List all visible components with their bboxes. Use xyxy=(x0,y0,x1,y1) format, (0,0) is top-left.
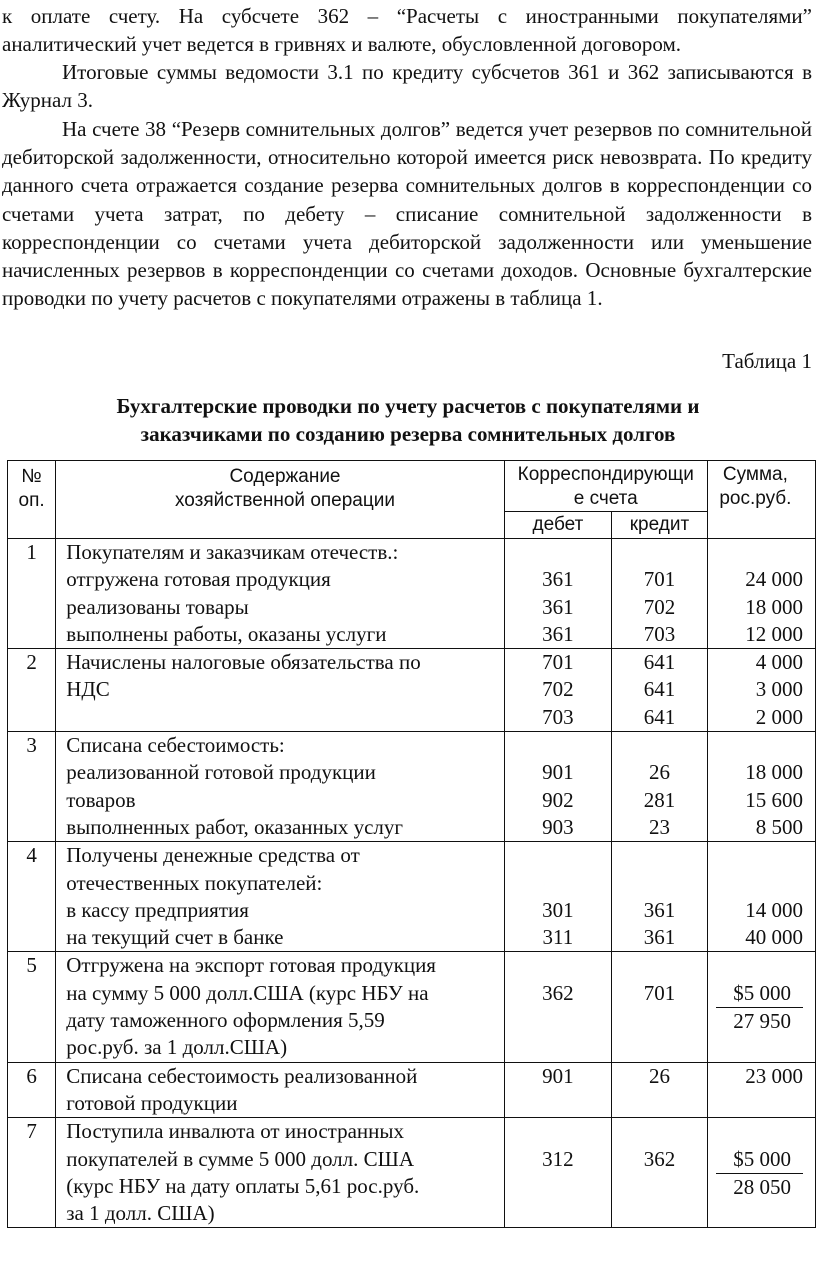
header-sum-line-2: рос.руб. xyxy=(719,488,792,509)
table-row xyxy=(8,732,816,842)
row-sum-line: 15 600 xyxy=(745,787,803,812)
header-num xyxy=(8,461,56,539)
row-debit-line: 361 xyxy=(542,621,574,646)
header-sum xyxy=(707,461,815,539)
row-credit-line xyxy=(612,1118,707,1145)
row-credit-line xyxy=(612,1007,707,1034)
row-sum-line xyxy=(708,842,803,869)
row-debit-line xyxy=(505,732,611,759)
row-debit-line xyxy=(505,870,611,897)
table-caption: Таблица 1 xyxy=(722,349,812,373)
row-credit-line: 702 xyxy=(643,594,676,619)
row-sum xyxy=(707,539,815,649)
row-debit-line xyxy=(505,1118,611,1145)
row-description-line: товаров xyxy=(66,787,136,812)
row-sum-blank xyxy=(708,1118,803,1145)
header-sum-line-1: Сумма, xyxy=(722,464,788,485)
row-sum xyxy=(707,1062,815,1118)
row-debit xyxy=(504,539,611,649)
row-credit-line: 361 xyxy=(643,897,676,922)
row-description-line: покупателей в сумме 5 000 долл. США xyxy=(66,1146,415,1171)
row-debit-line: 702 xyxy=(542,677,574,702)
row-credit-line xyxy=(612,1173,707,1200)
row-description xyxy=(56,842,504,952)
row-debit-line xyxy=(505,1200,611,1227)
row-credit-line: 26 xyxy=(648,1063,670,1088)
row-description-line: на сумму 5 000 долл.США (курс НБУ на xyxy=(66,980,429,1005)
row-credit xyxy=(612,649,708,732)
row-debit-line: 361 xyxy=(542,567,574,592)
row-credit-line: 362 xyxy=(643,1146,676,1171)
row-sum-line xyxy=(708,1090,803,1117)
row-debit-line: 701 xyxy=(542,650,574,675)
row-sum-line: 8 500 xyxy=(755,814,803,839)
row-number: 2 xyxy=(8,649,56,732)
row-credit xyxy=(612,842,708,952)
row-description-line: реализованной готовой продукции xyxy=(66,760,376,785)
table-title-line-1: Бухгалтерские проводки по учету расчетов с покупателями и xyxy=(116,394,700,418)
header-description xyxy=(56,461,504,539)
row-number: 5 xyxy=(8,952,56,1062)
row-sum-line: 4 000 xyxy=(755,650,803,675)
row-debit-line: 301 xyxy=(542,897,574,922)
row-description-line: рос.руб. за 1 долл.США) xyxy=(66,1035,288,1060)
row-description xyxy=(56,539,504,649)
row-number: 1 xyxy=(8,539,56,649)
row-sum-line: 18 000 xyxy=(745,594,803,619)
paragraph-1: к оплате счету. На субсчете 362 – “Расчеты с иностранными покупателями” аналитический учет ведется в гривнях и валюте, обусловленной договором. xyxy=(2,4,812,57)
paragraph-3: На счете 38 “Резерв сомнительных долгов” ведется учет резервов по сомнительной дебиторской задолженности, относительно которой имеется риск невозврата. По кредиту данного счета отражается создание резерва сомнительных долгов в корреспонденции со счетами учета затрат, по дебету – списание сомнительной задолженности в корреспонденции со счетами учета дебиторской задолженности или уменьшение начисленных резервов в корреспонденции со счетами доходов. Основные бухгалтерские проводки по учету расчетов с покупателями отражены в таблица 1. xyxy=(2,117,812,311)
row-debit-line: 901 xyxy=(542,760,574,785)
row-sum xyxy=(707,952,815,1062)
row-debit-line: 902 xyxy=(542,787,574,812)
row-credit-line xyxy=(612,539,707,566)
row-debit-line xyxy=(505,1173,611,1200)
table-header-row xyxy=(8,461,816,512)
row-number: 3 xyxy=(8,732,56,842)
row-debit xyxy=(504,1062,611,1118)
row-description-line: за 1 долл. США) xyxy=(66,1201,215,1226)
table-row xyxy=(8,649,816,732)
row-description-line: Списана себестоимость реализованной xyxy=(66,1063,418,1088)
row-number: 6 xyxy=(8,1062,56,1118)
row-description-line: Поступила инвалюта от иностранных xyxy=(66,1119,405,1144)
row-description-line: Получены денежные средства от xyxy=(66,843,360,868)
header-desc-line-2: хозяйственной операции xyxy=(174,490,395,511)
row-description-line: в кассу предприятия xyxy=(66,897,249,922)
row-description-line: выполнены работы, оказаны услуги xyxy=(66,621,387,646)
row-debit-line: 361 xyxy=(542,594,574,619)
row-sum-blank xyxy=(708,952,803,979)
row-sum xyxy=(707,649,815,732)
row-sum xyxy=(707,732,815,842)
header-num-line-2: оп. xyxy=(18,490,45,511)
row-credit-line: 361 xyxy=(643,925,676,950)
row-description xyxy=(56,1118,504,1228)
row-credit-line xyxy=(612,870,707,897)
row-description-line: отгружена готовая продукция xyxy=(66,567,331,592)
row-description-line: Начислены налоговые обязательства по xyxy=(66,650,421,675)
row-sum-line: 18 000 xyxy=(745,760,803,785)
row-credit-line xyxy=(612,1034,707,1061)
table-title-line-2: заказчиками по созданию резерва сомнительных долгов xyxy=(140,422,676,446)
row-sum-line xyxy=(708,870,803,897)
row-debit-line xyxy=(505,1090,611,1117)
row-number: 4 xyxy=(8,842,56,952)
header-corr-line-1: Корреспондирующи xyxy=(517,464,694,485)
header-desc-line-1: Содержание xyxy=(229,466,341,487)
header-credit: кредит xyxy=(612,512,708,539)
row-credit-line: 26 xyxy=(648,760,670,785)
row-debit-line: 311 xyxy=(542,925,574,950)
row-debit xyxy=(504,842,611,952)
row-description-line: выполненных работ, оказанных услуг xyxy=(66,814,404,839)
row-credit-line: 701 xyxy=(643,980,676,1005)
row-debit-line xyxy=(505,1034,611,1061)
row-sum-line: 3 000 xyxy=(755,677,803,702)
row-credit-line: 641 xyxy=(643,704,676,729)
row-credit-line xyxy=(612,952,707,979)
row-credit xyxy=(612,732,708,842)
row-sum xyxy=(707,1118,815,1228)
table-row xyxy=(8,1062,816,1118)
row-sum-line: 12 000 xyxy=(745,621,803,646)
row-sum-line: 24 000 xyxy=(745,567,803,592)
row-credit xyxy=(612,1118,708,1228)
row-number: 7 xyxy=(8,1118,56,1228)
row-credit-line: 23 xyxy=(648,814,670,839)
row-description xyxy=(56,649,504,732)
row-sum-line xyxy=(708,539,803,566)
row-debit-line xyxy=(505,952,611,979)
row-debit xyxy=(504,952,611,1062)
row-description-line: Покупателям и заказчикам отечеств.: xyxy=(66,540,399,564)
row-debit-line xyxy=(505,539,611,566)
row-description-line: готовой продукции xyxy=(66,1090,238,1115)
row-description xyxy=(56,732,504,842)
row-description-line: на текущий счет в банке xyxy=(66,925,284,950)
row-credit-line: 703 xyxy=(643,621,676,646)
table-title xyxy=(0,392,816,448)
row-credit-line xyxy=(612,842,707,869)
postings-table xyxy=(7,460,816,1228)
row-description xyxy=(56,1062,504,1118)
row-description xyxy=(56,952,504,1062)
row-sum xyxy=(707,842,815,952)
row-sum-usd: $5 000 xyxy=(716,980,803,1008)
row-description-line: Списана себестоимость: xyxy=(66,733,285,758)
row-sum-rub: 27 950 xyxy=(733,1009,791,1034)
row-description-line: реализованы товары xyxy=(66,594,249,619)
row-credit-line: 701 xyxy=(643,567,676,592)
row-sum-line: 2 000 xyxy=(755,704,803,729)
row-credit-line: 281 xyxy=(643,787,676,812)
row-debit xyxy=(504,732,611,842)
row-credit-line xyxy=(612,1200,707,1227)
row-debit xyxy=(504,1118,611,1228)
header-num-line-1: № xyxy=(21,466,42,487)
row-debit-line: 703 xyxy=(542,704,574,729)
row-debit-line: 362 xyxy=(542,980,574,1005)
row-description-line xyxy=(66,704,503,731)
row-credit xyxy=(612,539,708,649)
row-description-line: дату таможенного оформления 5,59 xyxy=(66,1008,385,1033)
row-debit-line: 312 xyxy=(542,1146,574,1171)
row-sum-line: 14 000 xyxy=(745,897,803,922)
paragraph-2: Итоговые суммы ведомости 3.1 по кредиту субсчетов 361 и 362 записываются в Журнал 3. xyxy=(2,60,812,113)
row-description-line: отечественных покупателей: xyxy=(66,870,323,895)
row-description-line: НДС xyxy=(66,677,110,702)
row-debit-line xyxy=(505,842,611,869)
row-credit xyxy=(612,1062,708,1118)
header-debit: дебет xyxy=(504,512,611,539)
row-sum-line xyxy=(708,732,803,759)
row-credit xyxy=(612,952,708,1062)
table-row xyxy=(8,842,816,952)
row-sum-rub: 28 050 xyxy=(733,1174,791,1199)
table-row xyxy=(8,539,816,649)
row-credit-line: 641 xyxy=(643,677,676,702)
row-sum-line: 23 000 xyxy=(745,1063,803,1088)
row-credit-line xyxy=(612,1090,707,1117)
row-sum-line: 40 000 xyxy=(745,925,803,950)
row-debit xyxy=(504,649,611,732)
table-body xyxy=(8,539,816,1228)
row-debit-line xyxy=(505,1007,611,1034)
header-corr-line-2: е счета xyxy=(573,488,638,509)
row-credit-line xyxy=(612,732,707,759)
row-debit-line: 901 xyxy=(542,1063,574,1088)
table-row xyxy=(8,1118,816,1228)
row-credit-line: 641 xyxy=(643,650,676,675)
table-row xyxy=(8,952,816,1062)
row-description-line: (курс НБУ на дату оплаты 5,61 рос.руб. xyxy=(66,1173,420,1198)
header-corresponding-accounts xyxy=(504,461,707,512)
row-debit-line: 903 xyxy=(542,814,574,839)
row-description-line: Отгружена на экспорт готовая продукция xyxy=(66,953,436,978)
row-sum-usd: $5 000 xyxy=(716,1146,803,1174)
